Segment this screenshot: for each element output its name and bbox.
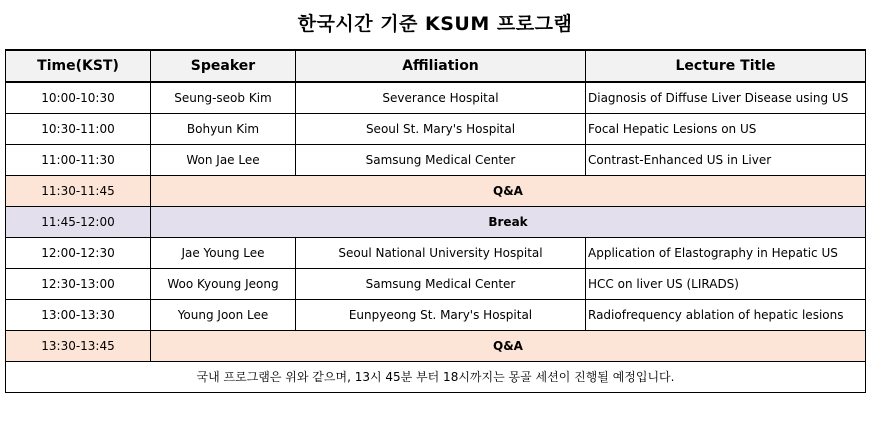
time-cell: 12:00-12:30 [6, 238, 151, 269]
table-row [6, 114, 866, 145]
lecture-cell: HCC on liver US (LIRADS) [586, 269, 866, 300]
header-row [6, 50, 866, 82]
break-row [6, 207, 866, 238]
program-note: 국내 프로그램은 위와 같으며, 13시 45분 부터 18시까지는 몽골 세션이 진행될 예정입니다. [6, 362, 866, 393]
time-cell: 12:30-13:00 [6, 269, 151, 300]
header-affiliation: Affiliation [296, 50, 586, 82]
time-cell: 13:00-13:30 [6, 300, 151, 331]
lecture-cell: Application of Elastography in Hepatic US [586, 238, 866, 269]
table-row [6, 238, 866, 269]
time-cell: 11:00-11:30 [6, 145, 151, 176]
time-cell: 10:30-11:00 [6, 114, 151, 145]
break-label: Break [151, 207, 866, 238]
speaker-cell: Won Jae Lee [151, 145, 296, 176]
page-title: 한국시간 기준 KSUM 프로그램 [297, 13, 573, 35]
affiliation-cell: Seoul National University Hospital [296, 238, 586, 269]
lecture-cell: Focal Hepatic Lesions on US [586, 114, 866, 145]
table-row [6, 82, 866, 114]
header-speaker: Speaker [151, 50, 296, 82]
table-row [6, 269, 866, 300]
lecture-cell: Radiofrequency ablation of hepatic lesions [586, 300, 866, 331]
speaker-cell: Bohyun Kim [151, 114, 296, 145]
speaker-cell: Jae Young Lee [151, 238, 296, 269]
qa-row [6, 176, 866, 207]
note-row [6, 362, 866, 393]
time-cell: 11:45-12:00 [6, 207, 151, 238]
lecture-cell: Contrast-Enhanced US in Liver [586, 145, 866, 176]
speaker-cell: Woo Kyoung Jeong [151, 269, 296, 300]
header-lecture-title: Lecture Title [586, 50, 866, 82]
speaker-cell: Young Joon Lee [151, 300, 296, 331]
speaker-cell: Seung-seob Kim [151, 82, 296, 114]
header-time: Time(KST) [6, 50, 151, 82]
lecture-cell: Diagnosis of Diffuse Liver Disease using US [586, 82, 866, 114]
program-table [5, 49, 866, 393]
time-cell: 13:30-13:45 [6, 331, 151, 362]
table-row [6, 300, 866, 331]
affiliation-cell: Samsung Medical Center [296, 145, 586, 176]
affiliation-cell: Eunpyeong St. Mary's Hospital [296, 300, 586, 331]
qa-label: Q&A [151, 176, 866, 207]
qa-label: Q&A [151, 331, 866, 362]
affiliation-cell: Severance Hospital [296, 82, 586, 114]
affiliation-cell: Samsung Medical Center [296, 269, 586, 300]
table-row [6, 145, 866, 176]
time-cell: 11:30-11:45 [6, 176, 151, 207]
time-cell: 10:00-10:30 [6, 82, 151, 114]
qa-row [6, 331, 866, 362]
affiliation-cell: Seoul St. Mary's Hospital [296, 114, 586, 145]
